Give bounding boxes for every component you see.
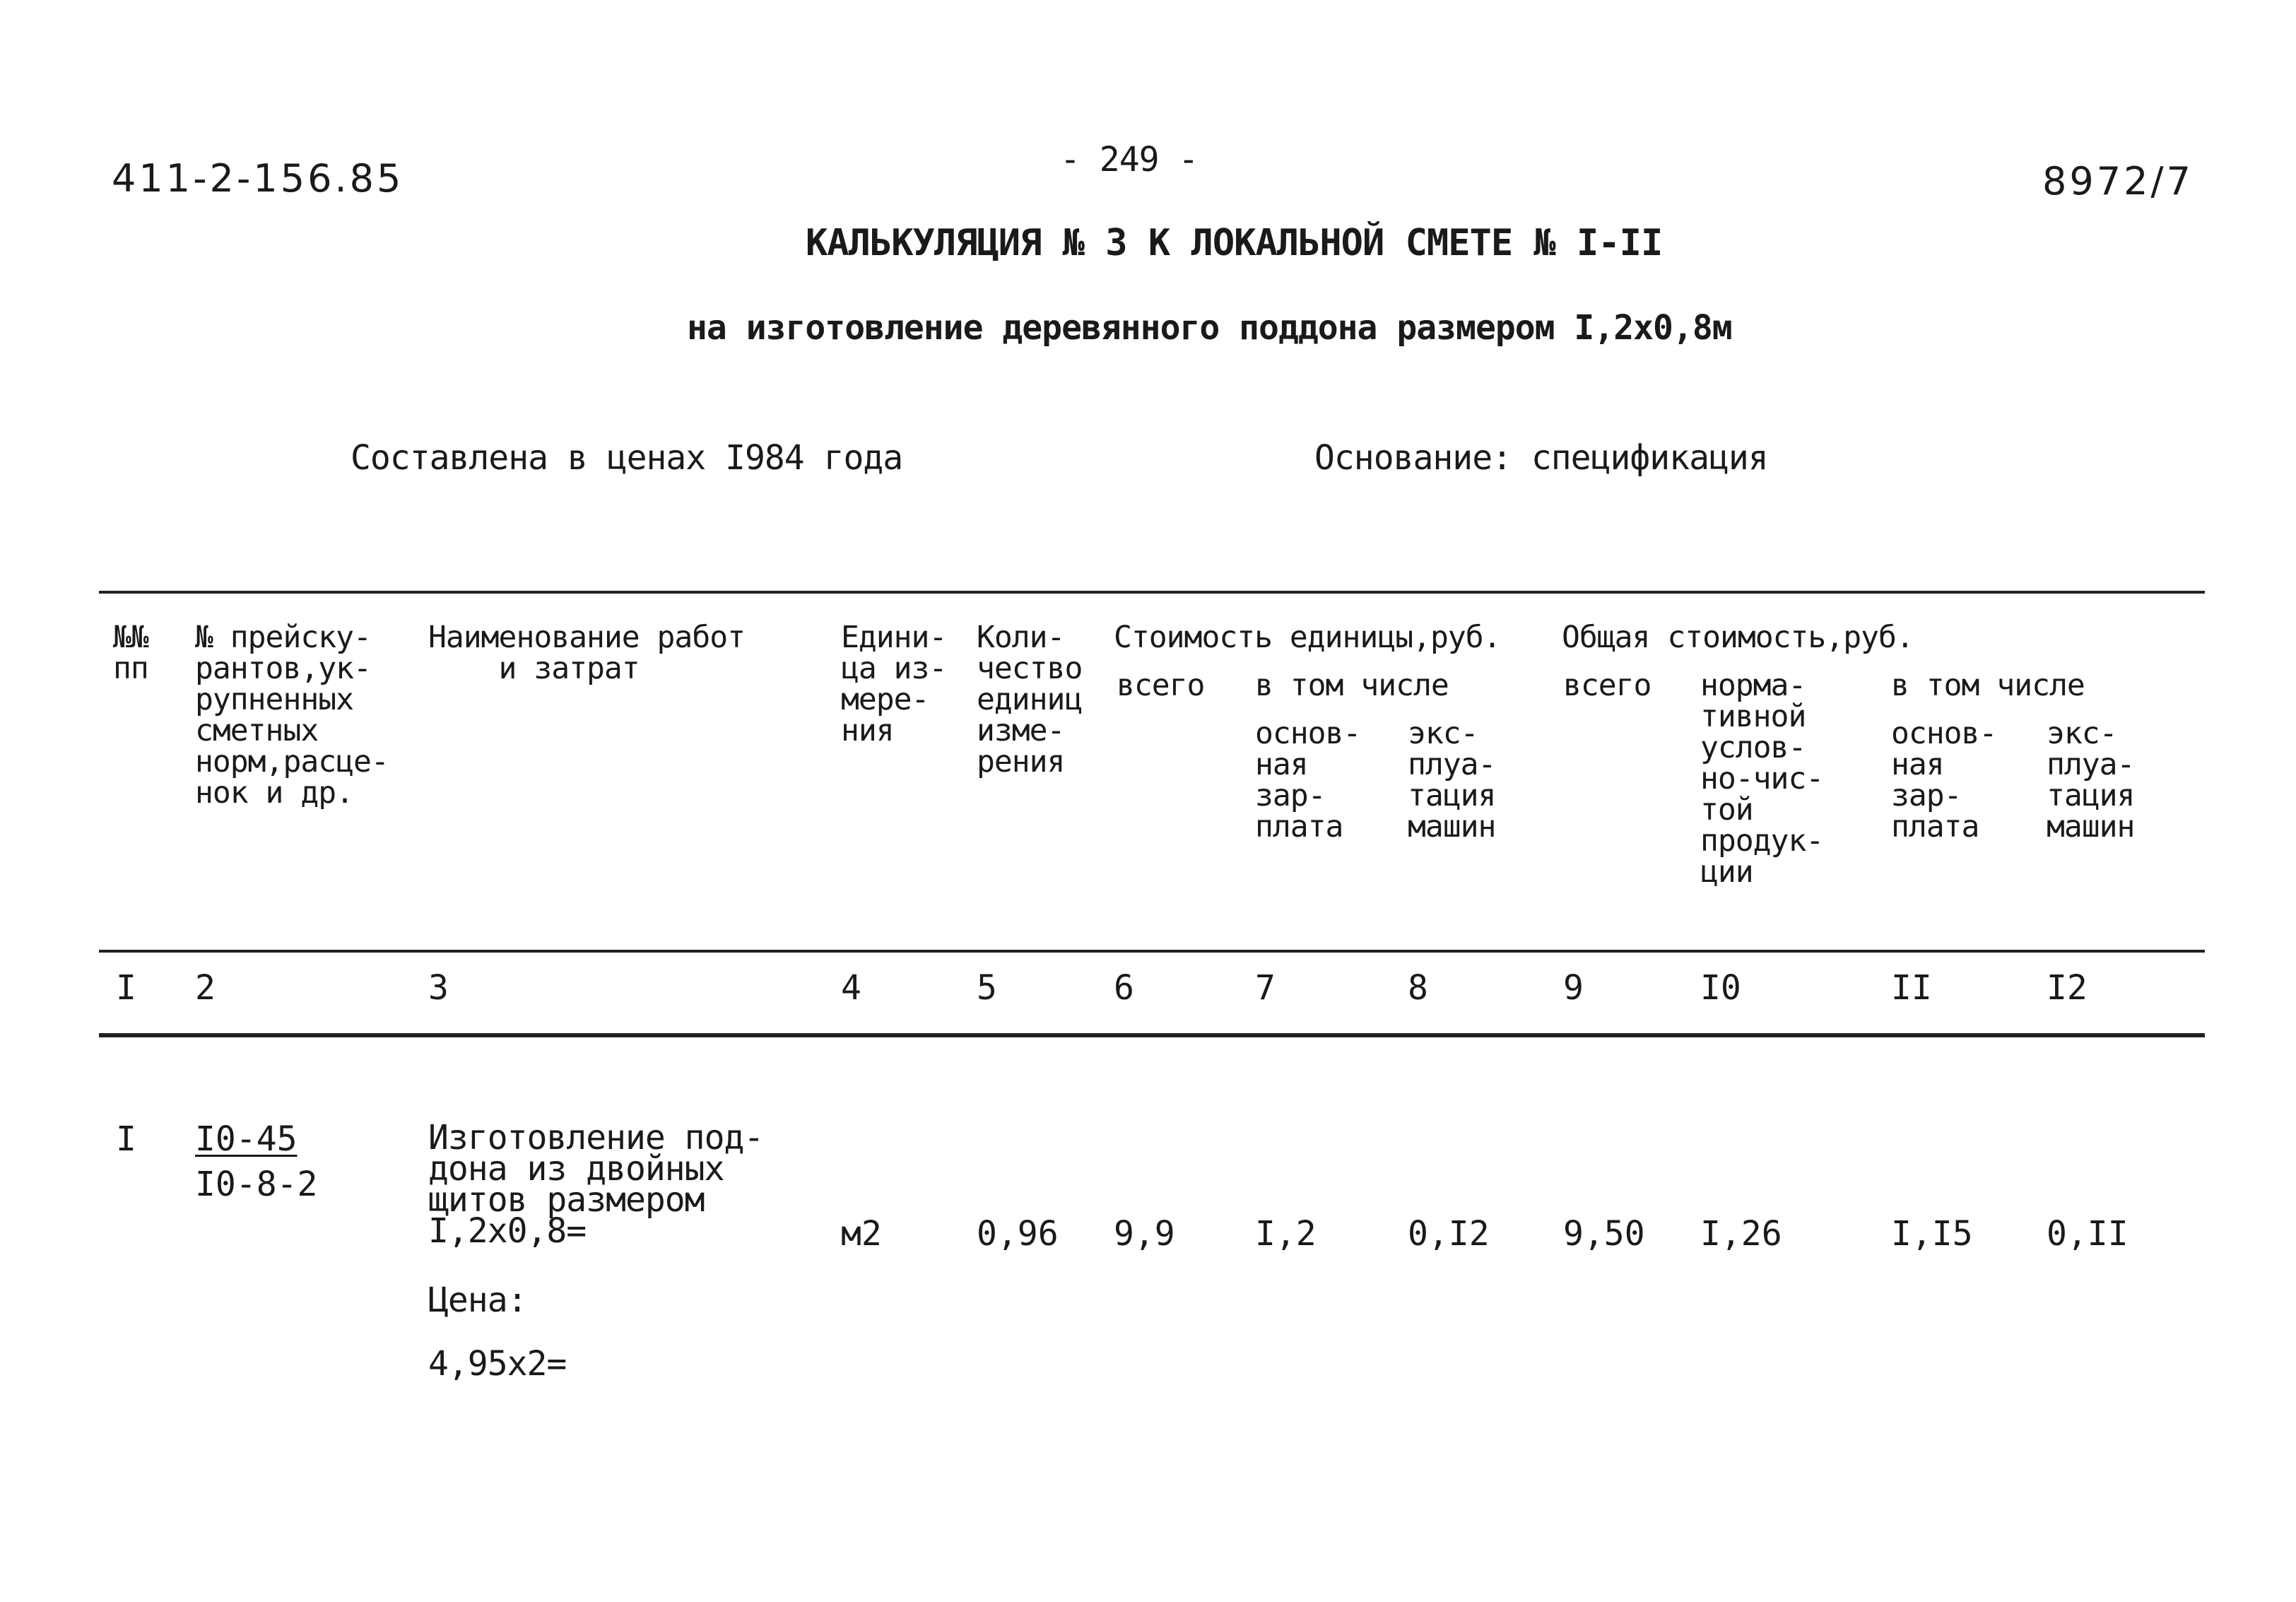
header-work-name: Наименование работ и затрат [428,620,745,686]
unit-machines-value: 0,I2 [1408,1214,1490,1254]
quantity-value: 0,96 [977,1214,1059,1254]
header-unit: Едини- ца из- мере- ния [841,620,947,748]
header-row-number: №№ пп [113,620,148,686]
unit-total-value: 9,9 [1114,1214,1175,1254]
document-title: КАЛЬКУЛЯЦИЯ № 3 К ЛОКАЛЬНОЙ СМЕТЕ № I-II [806,222,1663,264]
price-reference-bottom: I0-8-2 [195,1165,318,1204]
header-bottom-rule [99,950,2205,953]
column-number: 3 [428,968,449,1008]
header-unit-machines: экс- плуа- тация машин [1408,716,1496,844]
column-number: 7 [1255,968,1276,1008]
page-number: - 249 - [1060,140,1199,179]
row-number: I [116,1119,136,1159]
unit-wage-value: I,2 [1255,1214,1317,1254]
basis-note: Основание: спецификация [1314,438,1768,478]
header-unit-total: всего [1117,668,1205,703]
column-number: I2 [2047,968,2088,1008]
header-unit-cost: Стоимость единицы,руб. [1114,620,1501,655]
column-number: 8 [1408,968,1428,1008]
sheet-code: 8972/7 [2042,159,2194,204]
column-number: 5 [977,968,997,1008]
total-value: 9,50 [1563,1214,1645,1254]
header-total-machines: экс- плуа- тация машин [2047,716,2135,844]
work-name: Изготовление под- дона из двойных щитов размером I,2x0,8= [428,1118,764,1251]
total-normative-value: I,26 [1700,1214,1782,1254]
total-machines-value: 0,II [2047,1214,2129,1254]
compiled-prices-note: Составлена в ценах I984 года [351,438,903,478]
column-number: 6 [1114,968,1134,1008]
header-unit-wage: основ- ная зар- плата [1255,716,1361,844]
column-number: II [1891,968,1932,1008]
column-number: 2 [195,968,216,1008]
price-reference-top: I0-45 [195,1119,298,1159]
table-top-rule [99,591,2205,594]
column-numbers-rule [99,1033,2205,1037]
column-number: 9 [1563,968,1584,1008]
column-number: 4 [841,968,861,1008]
document-code: 411-2-156.85 [112,156,404,201]
header-price-reference: № прейску- рантов,ук- рупненных сметных норм,расце- нок и др. [195,620,389,811]
header-quantity: Коли- чество единиц изме- рения [977,620,1083,779]
unit-value: м2 [841,1214,882,1254]
header-total-total: всего [1563,668,1652,703]
header-total-wage: основ- ная зар- плата [1891,716,1997,844]
price-formula: 4,95x2= [428,1344,567,1384]
header-total-cost: Общая стоимость,руб. [1562,620,1914,655]
column-number: I0 [1700,968,1741,1008]
price-label: Цена: [428,1280,527,1320]
document-subtitle: на изготовление деревянного поддона размером I,2x0,8м [687,308,1732,348]
column-number: I [116,968,136,1008]
header-unit-including: в том числе [1255,668,1449,703]
total-wage-value: I,I5 [1891,1214,1973,1254]
header-total-including: в том числе [1891,668,2085,703]
header-total-normative: норма- тивной услов- но-чис- той продук- ции [1700,668,1824,890]
